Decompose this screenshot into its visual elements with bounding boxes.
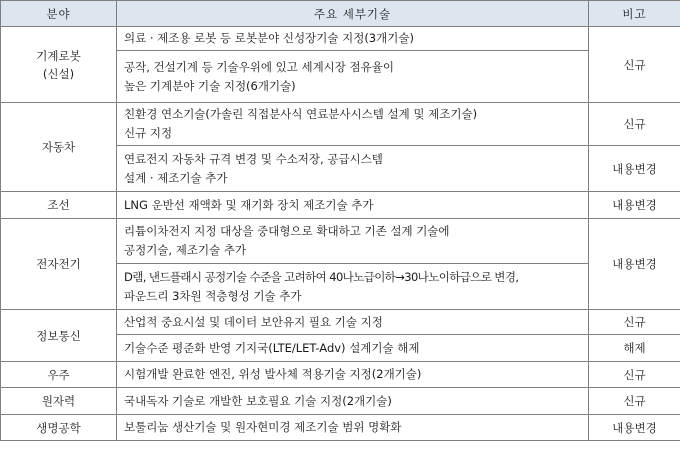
category-cell [1, 27, 117, 103]
table-row [1, 192, 680, 219]
table-header-row [1, 1, 680, 27]
category-cell: 생명공학 [1, 415, 117, 441]
table-row [1, 415, 680, 441]
detail-cell [117, 362, 589, 388]
table-row [1, 362, 680, 388]
note-cell: 해제 [589, 335, 680, 362]
table-row [1, 388, 680, 415]
detail-line: 연료전지 자동차 규격 변경 및 수소저장, 공급시스템 [124, 151, 383, 166]
detail-line: 국내독자 기술로 개발한 보호필요 기술 지정(2개기술) [124, 393, 392, 408]
note-cell: 신규 [589, 310, 680, 335]
note-cell: 내용변경 [589, 192, 680, 219]
category-sublabel: (신설) [42, 66, 75, 81]
note-cell: 내용변경 [589, 219, 680, 310]
detail-line: 산업적 중요시설 및 데이터 보안유지 필요 기술 지정 [124, 314, 383, 329]
detail-line: 보툴리눔 생산기술 및 원자현미경 제조기술 범위 명확화 [124, 420, 402, 434]
detail-line: 파운드리 3차원 적층형성 기술 추가 [124, 288, 302, 303]
detail-cell [117, 415, 589, 441]
header-details: 주요 세부기술 [117, 1, 589, 27]
detail-cell [117, 310, 589, 335]
table-row [1, 310, 680, 335]
detail-cell [117, 264, 589, 310]
detail-cell [117, 335, 589, 362]
detail-line: 친환경 연소기술(가솔린 직접분사식 연료분사시스템 설계 및 제조기술) [124, 107, 478, 121]
note-cell: 신규 [589, 27, 680, 103]
detail-cell [117, 219, 589, 264]
category-cell: 원자력 [1, 388, 117, 415]
detail-line: 기술수준 평준화 반영 기지국(LTE/LET-Adv) 설계기술 해제 [124, 340, 420, 355]
category-label: 기계로봇 [36, 48, 81, 63]
category-cell: 조선 [1, 192, 117, 219]
detail-line: 높은 기계분야 기술 지정(6개기술) [124, 78, 296, 93]
note-cell: 신규 [589, 103, 680, 146]
detail-cell [117, 146, 589, 192]
category-cell: 우주 [1, 362, 117, 388]
detail-line: 공작, 건설기계 등 기술우위에 있고 세계시장 점유율이 [124, 59, 394, 74]
detail-line: D램, 낸드플래시 공정기술 수준을 고려하여 40나노급이하→30나노이하급으로 변경, [124, 269, 519, 284]
detail-cell [117, 192, 589, 219]
detail-line: 의료 · 제조용 로봇 등 로봇분야 신성장기술 지정(3개기술) [124, 31, 414, 45]
detail-line: 시험개발 완료한 엔진, 위성 발사체 적용기술 지정(2개기술) [124, 367, 422, 381]
table-row [1, 103, 680, 146]
header-note: 비고 [589, 1, 680, 27]
detail-line: 리튬이차전지 지정 대상을 중대형으로 확대하고 기존 설계 기술에 [124, 224, 450, 238]
note-cell: 내용변경 [589, 146, 680, 192]
note-cell: 신규 [589, 362, 680, 388]
note-cell: 신규 [589, 388, 680, 415]
category-cell: 전자전기 [1, 219, 117, 310]
detail-cell [117, 27, 589, 51]
detail-line: 신규 지정 [124, 126, 173, 140]
category-cell: 정보통신 [1, 310, 117, 362]
table-row [1, 219, 680, 264]
detail-cell [117, 388, 589, 415]
note-cell: 내용변경 [589, 415, 680, 441]
detail-cell [117, 51, 589, 103]
header-category: 분야 [1, 1, 117, 27]
detail-line: 설계 · 제조기술 추가 [124, 170, 228, 185]
detail-line: 공정기술, 제조기술 추가 [124, 243, 247, 257]
table-row [1, 27, 680, 51]
detail-cell [117, 103, 589, 146]
detail-line: LNG 운반선 재액화 및 재기화 장치 제조기술 추가 [124, 197, 374, 212]
category-cell: 자동차 [1, 103, 117, 192]
